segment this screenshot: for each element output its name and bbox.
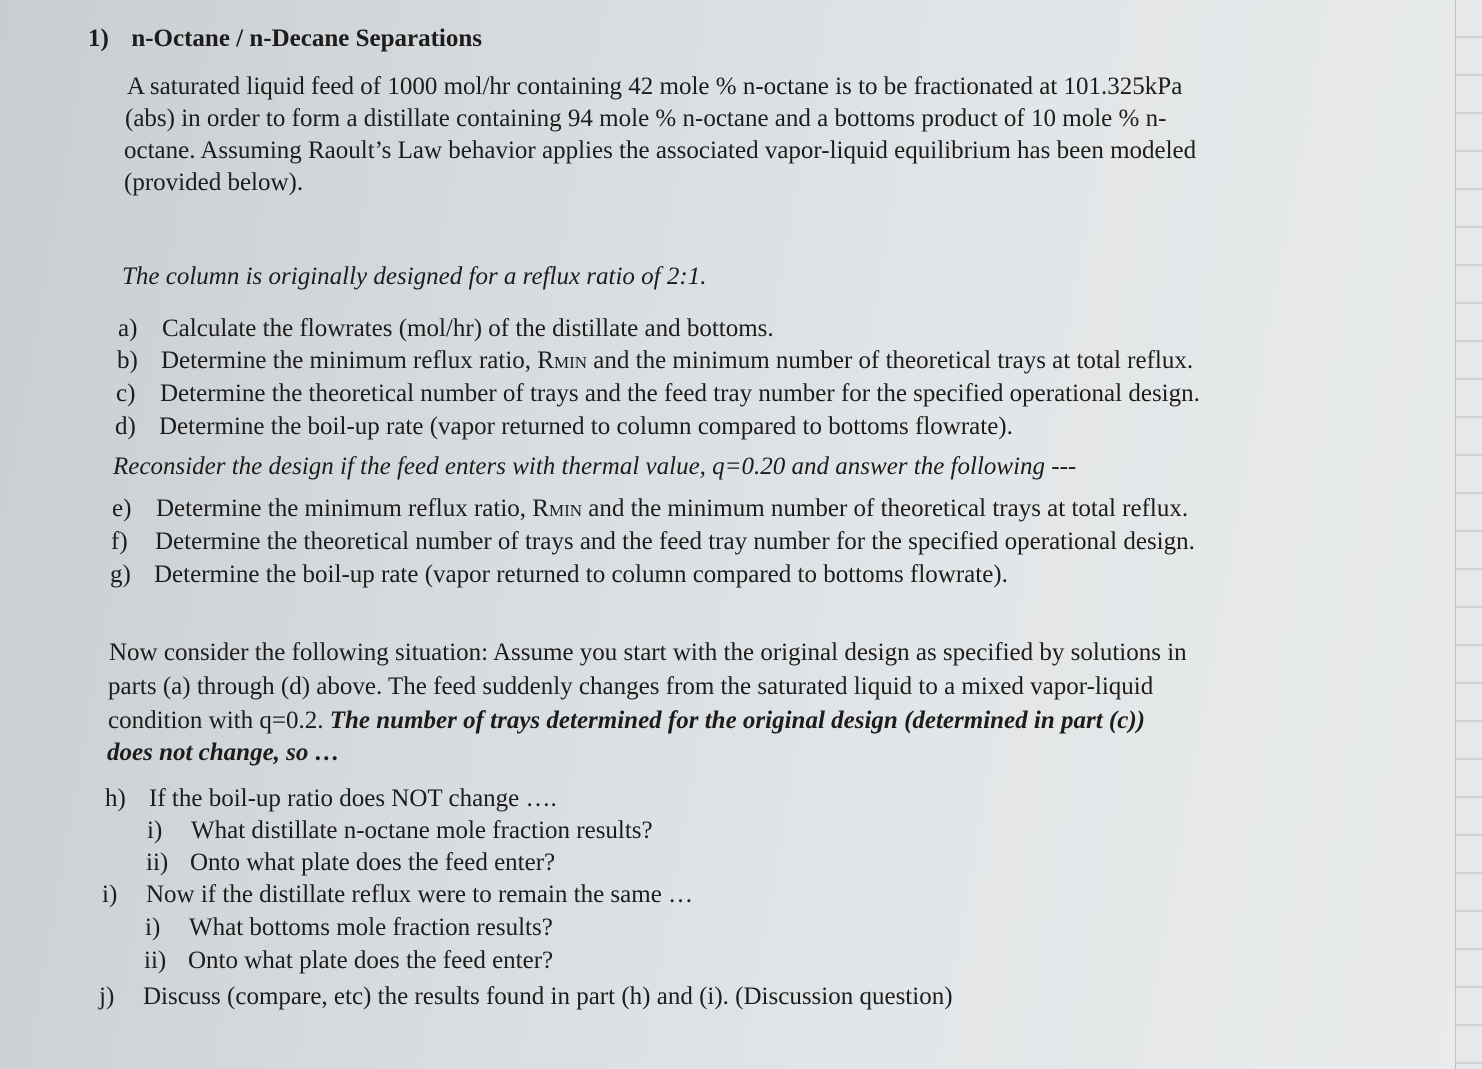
design-note: The column is originally designed for a reflux ratio of 2:1. xyxy=(122,263,707,290)
part-b-label: b) xyxy=(117,347,138,374)
part-a-label: a) xyxy=(118,315,138,342)
part-b-text-pre: Determine the minimum reflux ratio, R xyxy=(161,347,554,374)
situation-line-2: parts (a) through (d) above. The feed suddenly changes from the saturated liquid to a mixed vapor-liquid xyxy=(108,673,1154,700)
part-e-subscript: MIN xyxy=(548,501,583,520)
part-h-sub-1-label: i) xyxy=(147,817,163,844)
part-e-text-post: and the minimum number of theoretical trays at total reflux. xyxy=(582,495,1189,522)
situation-line-3-bold: The number of trays determined for the original design (determined in part (c)) xyxy=(329,707,1145,734)
part-h-sub-1-text: What distillate n-octane mole fraction results? xyxy=(191,817,653,844)
part-h-text: If the boil-up ratio does NOT change …. xyxy=(149,785,557,812)
part-j-text: Discuss (compare, etc) the results found in part (h) and (i). (Discussion question) xyxy=(143,983,953,1010)
part-h-sub-2 xyxy=(146,848,555,878)
part-h-sub-2-text: Onto what plate does the feed enter? xyxy=(190,849,556,876)
intro-line-4: (provided below). xyxy=(124,169,304,196)
part-h-sub-1 xyxy=(147,816,653,846)
problem-number: 1) xyxy=(88,25,109,52)
part-g xyxy=(110,560,1008,590)
part-i-sub-2-text: Onto what plate does the feed enter? xyxy=(188,947,554,974)
part-f-label: f) xyxy=(111,528,128,555)
situation-line-1: Now consider the following situation: Assume you start with the original design as specified by solutions in xyxy=(109,639,1187,666)
page-edge xyxy=(1455,0,1482,1069)
part-b-text-post: and the minimum number of theoretical trays at total reflux. xyxy=(587,347,1194,374)
part-d xyxy=(115,412,1013,442)
problem-title: n-Octane / n-Decane Separations xyxy=(131,25,482,52)
part-h-label: h) xyxy=(105,785,126,812)
part-i-sub-1-text: What bottoms mole fraction results? xyxy=(189,914,553,941)
part-c-text: Determine the theoretical number of trays and the feed tray number for the specified operational design. xyxy=(160,380,1200,407)
part-h xyxy=(105,784,557,814)
part-d-text: Determine the boil-up rate (vapor returned to column compared to bottoms flowrate). xyxy=(159,413,1013,440)
situation-line-4: does not change, so … xyxy=(107,739,340,766)
part-b xyxy=(117,346,1193,378)
part-c-label: c) xyxy=(116,380,136,407)
intro-line-2: (abs) in order to form a distillate containing 94 mole % n-octane and a bottoms product of 10 mole % n- xyxy=(125,105,1167,132)
part-i-sub-2-label: ii) xyxy=(144,947,167,974)
part-f xyxy=(111,527,1195,557)
intro-line-1: A saturated liquid feed of 1000 mol/hr containing 42 mole % n-octane is to be fractionated at 101.325kPa xyxy=(127,73,1183,100)
part-i xyxy=(102,880,693,910)
situation-line-3-plain: condition with q=0.2. xyxy=(108,707,330,734)
part-a xyxy=(118,314,774,344)
part-j xyxy=(99,982,953,1012)
part-i-sub-1 xyxy=(145,913,553,943)
reconsider-note: Reconsider the design if the feed enters with thermal value, q=0.20 and answer the following --- xyxy=(113,453,1077,480)
part-i-sub-1-label: i) xyxy=(145,914,161,941)
part-e-label: e) xyxy=(112,495,132,522)
part-e xyxy=(112,494,1188,526)
part-b-subscript: MIN xyxy=(553,353,588,372)
part-i-sub-2 xyxy=(144,946,553,976)
problem-heading xyxy=(88,24,482,54)
part-d-label: d) xyxy=(115,413,136,440)
part-i-label: i) xyxy=(102,881,118,908)
part-i-text: Now if the distillate reflux were to remain the same … xyxy=(146,881,694,908)
part-g-label: g) xyxy=(110,561,131,588)
part-j-label: j) xyxy=(99,983,115,1010)
part-g-text: Determine the boil-up rate (vapor returned to column compared to bottoms flowrate). xyxy=(154,561,1008,588)
situation-line-3 xyxy=(108,706,1145,736)
part-e-text-pre: Determine the minimum reflux ratio, R xyxy=(156,495,549,522)
part-c xyxy=(116,379,1200,409)
part-h-sub-2-label: ii) xyxy=(146,849,169,876)
part-f-text: Determine the theoretical number of trays and the feed tray number for the specified operational design. xyxy=(155,528,1195,555)
part-a-text: Calculate the flowrates (mol/hr) of the distillate and bottoms. xyxy=(162,315,774,342)
intro-line-3: octane. Assuming Raoult’s Law behavior applies the associated vapor-liquid equilibrium has been modeled xyxy=(124,137,1197,164)
